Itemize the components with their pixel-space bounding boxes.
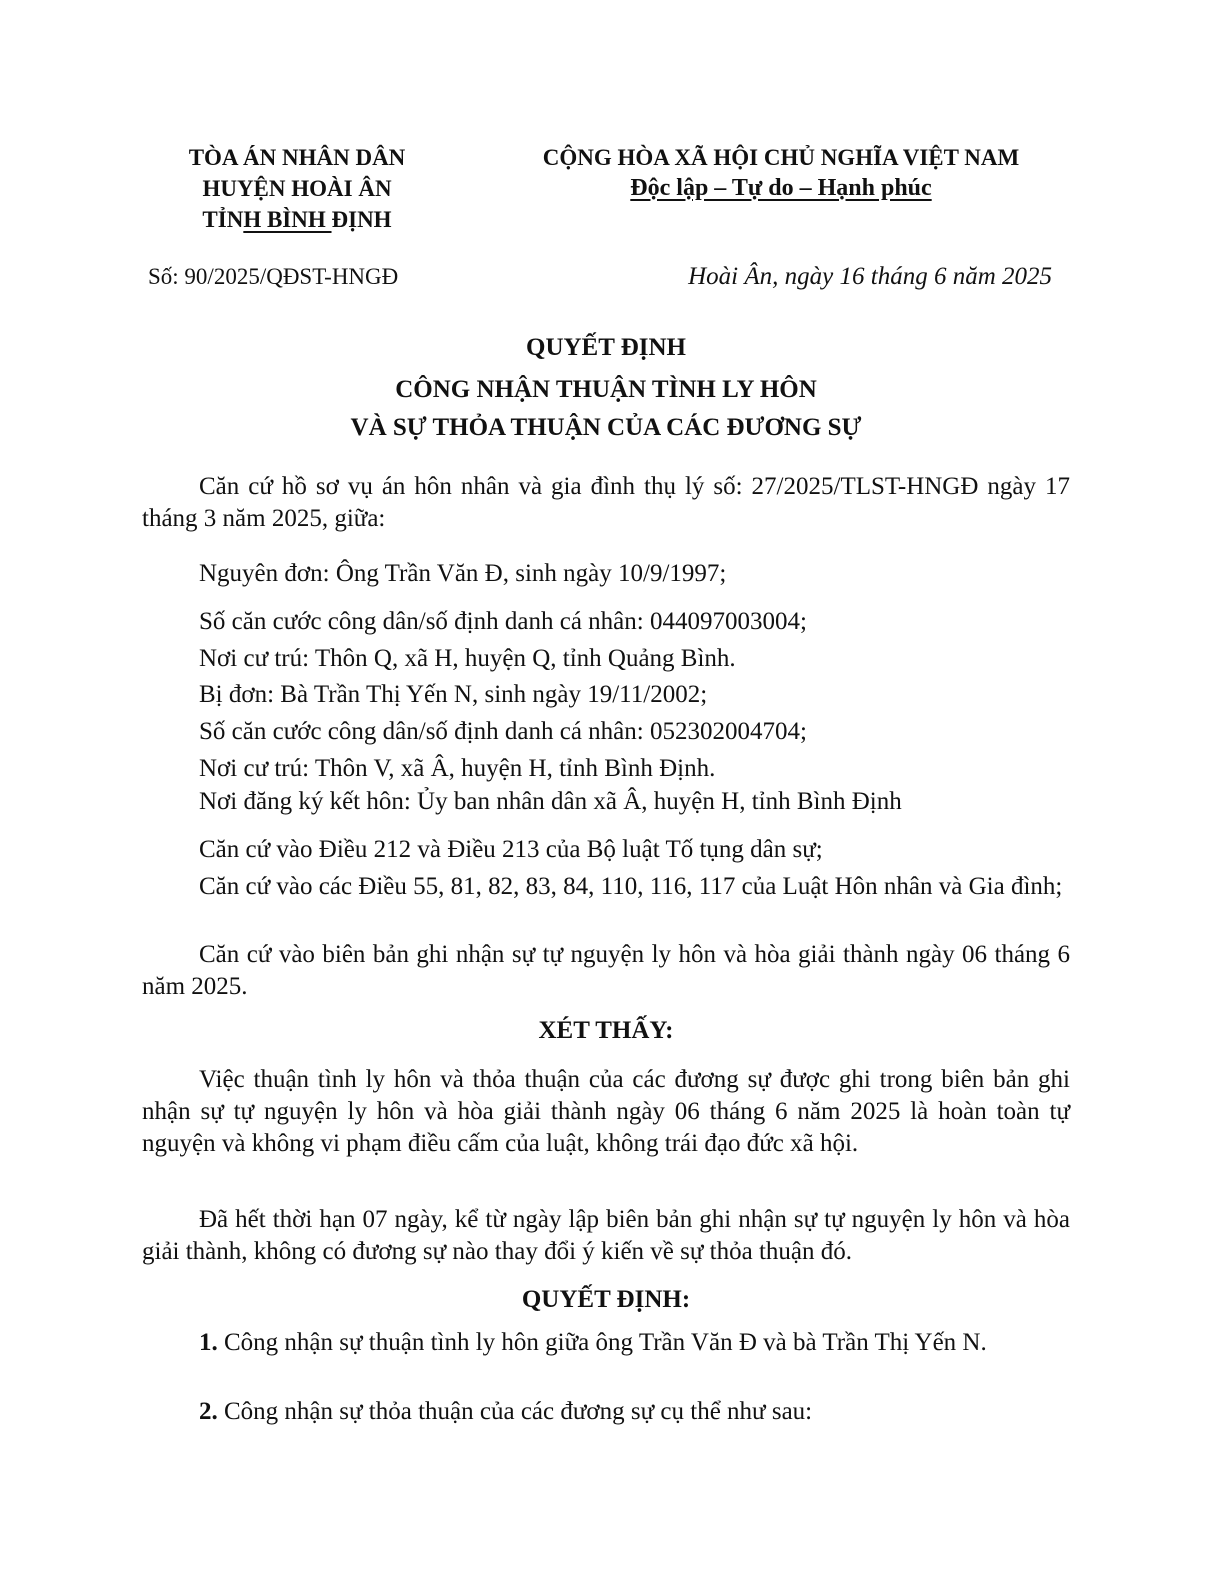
finding-paragraph-1: Việc thuận tình ly hôn và thỏa thuận của các đương sự được ghi trong biên bản ghi nhận sự tự nguyện ly hôn và hòa giải thành ngày 06 tháng 6 năm 2025 là hoàn toàn tự nguyện và không vi phạm điều cấm của luật, không trái đạo đức xã hội. xyxy=(142,1066,1070,1157)
decision-title: QUYẾT ĐỊNH xyxy=(526,334,686,361)
basis-minutes-paragraph: Căn cứ vào biên bản ghi nhận sự tự nguyện ly hôn và hòa giải thành ngày 06 tháng 6 năm 2025. xyxy=(142,941,1070,1000)
finding-paragraph-2: Đã hết thời hạn 07 ngày, kể từ ngày lập biên bản ghi nhận sự tự nguyện ly hôn và hòa giải thành, không có đương sự nào thay đổi ý kiến về sự thỏa thuận đó. xyxy=(142,1206,1070,1265)
defendant-residence-line: Nơi cư trú: Thôn V, xã Â, huyện H, tỉnh Bình Định. xyxy=(199,755,716,782)
decision-item-1 xyxy=(142,1327,1070,1359)
court-header xyxy=(142,142,452,235)
marriage-registration-line: Nơi đăng ký kết hôn: Ủy ban nhân dân xã Â, huyện H, tỉnh Bình Định xyxy=(199,788,902,815)
nation-motto: Độc lập – Tự do – Hạnh phúc xyxy=(630,175,932,201)
decision-item-2-number: 2. xyxy=(199,1398,218,1425)
defendant-id-line: Số căn cước công dân/số định danh cá nhân: 052302004704; xyxy=(199,718,807,745)
decision-subtitle-line1: CÔNG NHẬN THUẬN TÌNH LY HÔN xyxy=(395,376,817,403)
decision-heading: QUYẾT ĐỊNH: xyxy=(521,1286,691,1313)
court-name-line1: TÒA ÁN NHÂN DÂN xyxy=(188,145,406,170)
court-name-line3-start: TỈN xyxy=(202,207,244,232)
basis-case-paragraph: Căn cứ hồ sơ vụ án hôn nhân và gia đình thụ lý số: 27/2025/TLST-HNGĐ ngày 17 tháng 3 năm 2025, giữa: xyxy=(142,473,1070,532)
decision-item-2-text: Công nhận sự thỏa thuận của các đương sự cụ thể như sau: xyxy=(217,1398,813,1425)
document-number: Số: 90/2025/QĐST-HNGĐ xyxy=(148,264,399,289)
court-name-line3 xyxy=(142,204,452,235)
decision-item-2 xyxy=(142,1396,1070,1428)
plaintiff-id-line: Số căn cước công dân/số định danh cá nhân: 044097003004; xyxy=(199,608,807,635)
decision-subtitle-line2: VÀ SỰ THỎA THUẬN CỦA CÁC ĐƯƠNG SỰ xyxy=(350,414,862,441)
decision-item-1-text: Công nhận sự thuận tình ly hôn giữa ông Trần Văn Đ và bà Trần Thị Yến N. xyxy=(217,1329,987,1356)
findings-heading: XÉT THẤY: xyxy=(538,1017,674,1044)
court-name-line2: HUYỆN HOÀI ÂN xyxy=(202,176,392,201)
place-and-date: Hoài Ân, ngày 16 tháng 6 năm 2025 xyxy=(688,263,1052,290)
nation-motto-wrap xyxy=(492,173,1070,204)
plaintiff-line: Nguyên đơn: Ông Trần Văn Đ, sinh ngày 10/9/1997; xyxy=(199,560,727,587)
nation-header xyxy=(492,142,1070,204)
basis-civil-procedure-line: Căn cứ vào Điều 212 và Điều 213 của Bộ luật Tố tụng dân sự; xyxy=(199,836,823,863)
court-name-line3-end: ĐỊNH xyxy=(331,207,392,232)
defendant-line: Bị đơn: Bà Trần Thị Yến N, sinh ngày 19/11/2002; xyxy=(199,681,708,708)
nation-name: CỘNG HÒA XÃ HỘI CHỦ NGHĨA VIỆT NAM xyxy=(542,145,1020,170)
plaintiff-residence-line: Nơi cư trú: Thôn Q, xã H, huyện Q, tỉnh Quảng Bình. xyxy=(199,645,736,672)
decision-item-1-number: 1. xyxy=(199,1329,218,1356)
court-name-line3-underlined: H BÌNH xyxy=(243,207,332,232)
basis-family-law-paragraph: Căn cứ vào các Điều 55, 81, 82, 83, 84, 110, 116, 117 của Luật Hôn nhân và Gia đình; xyxy=(199,873,1063,900)
